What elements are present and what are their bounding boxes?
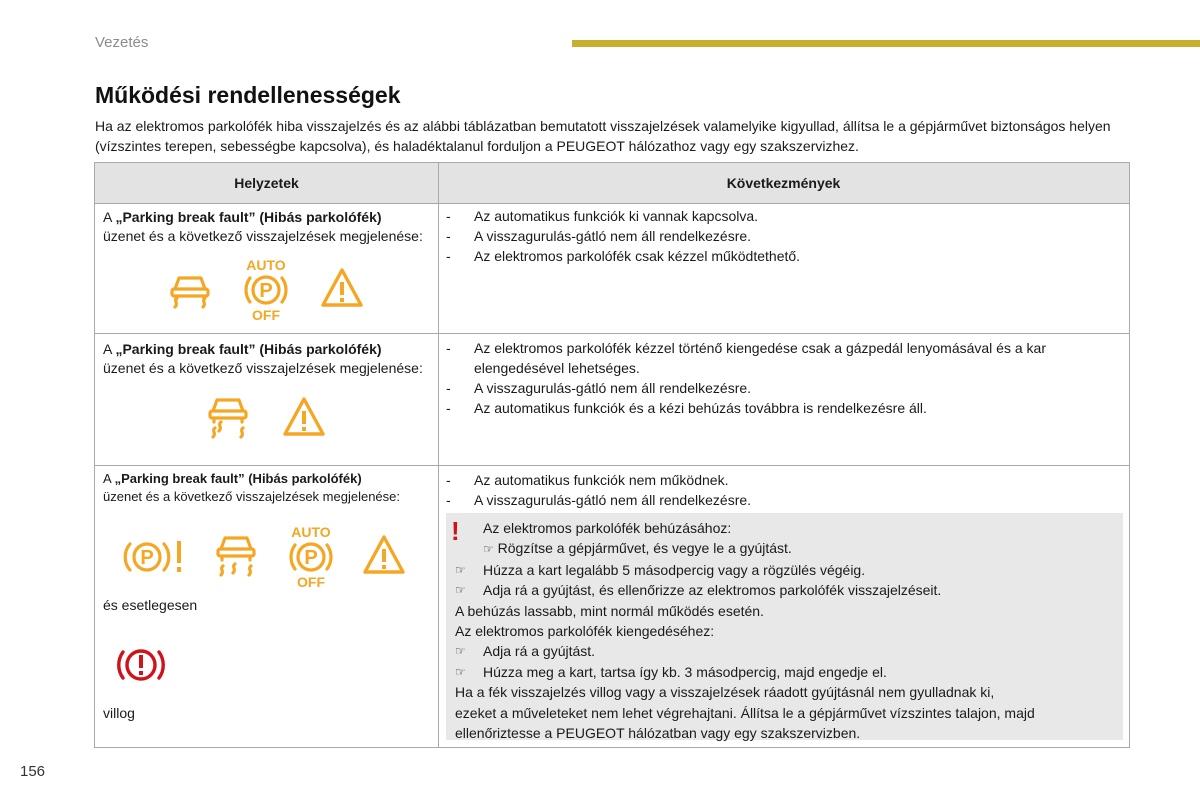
and-possibly-label: és esetlegesen bbox=[103, 597, 198, 613]
svg-text:P: P bbox=[259, 280, 273, 302]
list-item: - Az automatikus funkciók és a kézi behúzás továbbra is rendelkezésre áll. bbox=[446, 400, 927, 416]
warning-triangle-icon bbox=[319, 266, 365, 310]
list-item: - Az automatikus funkciók ki vannak kapcsolva. bbox=[446, 208, 759, 224]
list-item: - A visszagurulás-gátló nem áll rendelkezésre. bbox=[446, 228, 752, 244]
svg-text:P: P bbox=[304, 547, 318, 569]
pointer-icon: ☞ bbox=[455, 644, 466, 659]
note-line: ☞ Húzza a kart legalább 5 másodpercig vagy a rögzülés végéig. bbox=[455, 560, 1120, 580]
list-item: - A visszagurulás-gátló nem áll rendelkezésre. bbox=[446, 380, 752, 396]
column-header-situations: Helyzetek bbox=[234, 175, 299, 191]
page-title: Működési rendellenességek bbox=[95, 82, 401, 108]
intro-paragraph: Ha az elektromos parkolófék hiba visszajelzés és az alábbi táblázatban bemutatott visszajelzések valamelyike kigyullad, állítsa le a gépjárművet biztonságos helyen (vízszintes terepen, sebességbe kapcsolva), és haladéktalanul forduljon a PEUGEOT hálózathoz vagy egy szakszervizhez. bbox=[95, 118, 1111, 154]
section-label: Vezetés bbox=[95, 34, 149, 51]
note-line: Az elektromos parkolófék kiengedéséhez: bbox=[455, 623, 715, 640]
malfunction-table bbox=[94, 162, 1130, 748]
pointer-icon: ☞ bbox=[455, 664, 466, 679]
row-3-consequences bbox=[446, 470, 751, 510]
skid-control-icon bbox=[205, 395, 251, 439]
note-line: ☞ Rögzítse a gépjárművet, és vegye le a gyújtást. bbox=[483, 540, 792, 557]
note-line: Ha a fék visszajelzés villog vagy a visszajelzések ráadott gyújtásnál nem gyulladnak ki, bbox=[455, 684, 995, 701]
note-line: A behúzás lassabb, mint normál működés esetén. bbox=[455, 602, 764, 619]
park-brake-fault-icon bbox=[123, 535, 187, 579]
note-line: ☞ Húzza meg a kart, tartsa így kb. 3 másodpercig, majd engedje el. bbox=[455, 662, 1120, 682]
header-accent-bar bbox=[572, 40, 1200, 47]
auto-park-off-icon: AUTO P OFF bbox=[246, 257, 286, 323]
auto-park-off-icon: AUTO P OFF bbox=[291, 524, 331, 590]
note-line: ☞ Adja rá a gyújtást. bbox=[455, 641, 1120, 661]
row-3-situation: A „Parking break fault” (Hibás parkolófék) üzenet és a következő visszajelzések megjelenése: bbox=[103, 471, 400, 504]
list-item: - Az elektromos parkolófék kézzel történő kiengedése csak a gázpedál lenyomásával és a kar elengedésével lehetséges. bbox=[446, 340, 1046, 376]
row-divider bbox=[95, 333, 1129, 334]
skid-control-icon bbox=[167, 273, 213, 309]
row-divider bbox=[95, 465, 1129, 466]
note-line: ezeket a műveleteket nem lehet végrehajtani. Állítsa le a gépjárművet vízszintes talajon, majd bbox=[455, 704, 1035, 721]
page-number: 156 bbox=[20, 763, 46, 780]
attention-icon: ! bbox=[451, 516, 460, 546]
warning-triangle-icon bbox=[361, 533, 407, 577]
note-box bbox=[446, 513, 1123, 740]
warning-triangle-icon bbox=[281, 395, 327, 439]
table-header bbox=[95, 163, 1129, 204]
row-1-consequences bbox=[446, 206, 800, 266]
list-item: - Az automatikus funkciók nem működnek. bbox=[446, 472, 729, 488]
pointer-icon: ☞ bbox=[455, 562, 466, 577]
note-line: ellenőriztesse a PEUGEOT hálózatban vagy egy szakszervizben. bbox=[455, 725, 861, 742]
note-line: Az elektromos parkolófék behúzásához: bbox=[483, 520, 732, 536]
flashing-label: villog bbox=[103, 705, 135, 721]
list-item: - A visszagurulás-gátló nem áll rendelkezésre. bbox=[446, 492, 752, 508]
skid-control-icon bbox=[213, 533, 259, 577]
brake-warning-icon bbox=[115, 644, 167, 686]
row-2-consequences bbox=[446, 338, 1116, 418]
svg-text:P: P bbox=[140, 547, 154, 569]
list-item: - Az elektromos parkolófék csak kézzel működtethető. bbox=[446, 248, 801, 264]
row-2-situation: A „Parking break fault” (Hibás parkolófék) üzenet és a következő visszajelzések megjelenése: bbox=[103, 341, 423, 376]
note-line: ☞ Adja rá a gyújtást, és ellenőrizze az elektromos parkolófék visszajelzéseit. bbox=[455, 580, 1120, 600]
column-divider bbox=[438, 163, 439, 747]
row-1-situation: A „Parking break fault” (Hibás parkolófék) üzenet és a következő visszajelzések megjelenése: bbox=[103, 209, 423, 244]
column-header-consequences: Következmények bbox=[726, 175, 841, 191]
pointer-icon: ☞ bbox=[455, 583, 466, 598]
pointer-icon: ☞ bbox=[483, 542, 494, 557]
